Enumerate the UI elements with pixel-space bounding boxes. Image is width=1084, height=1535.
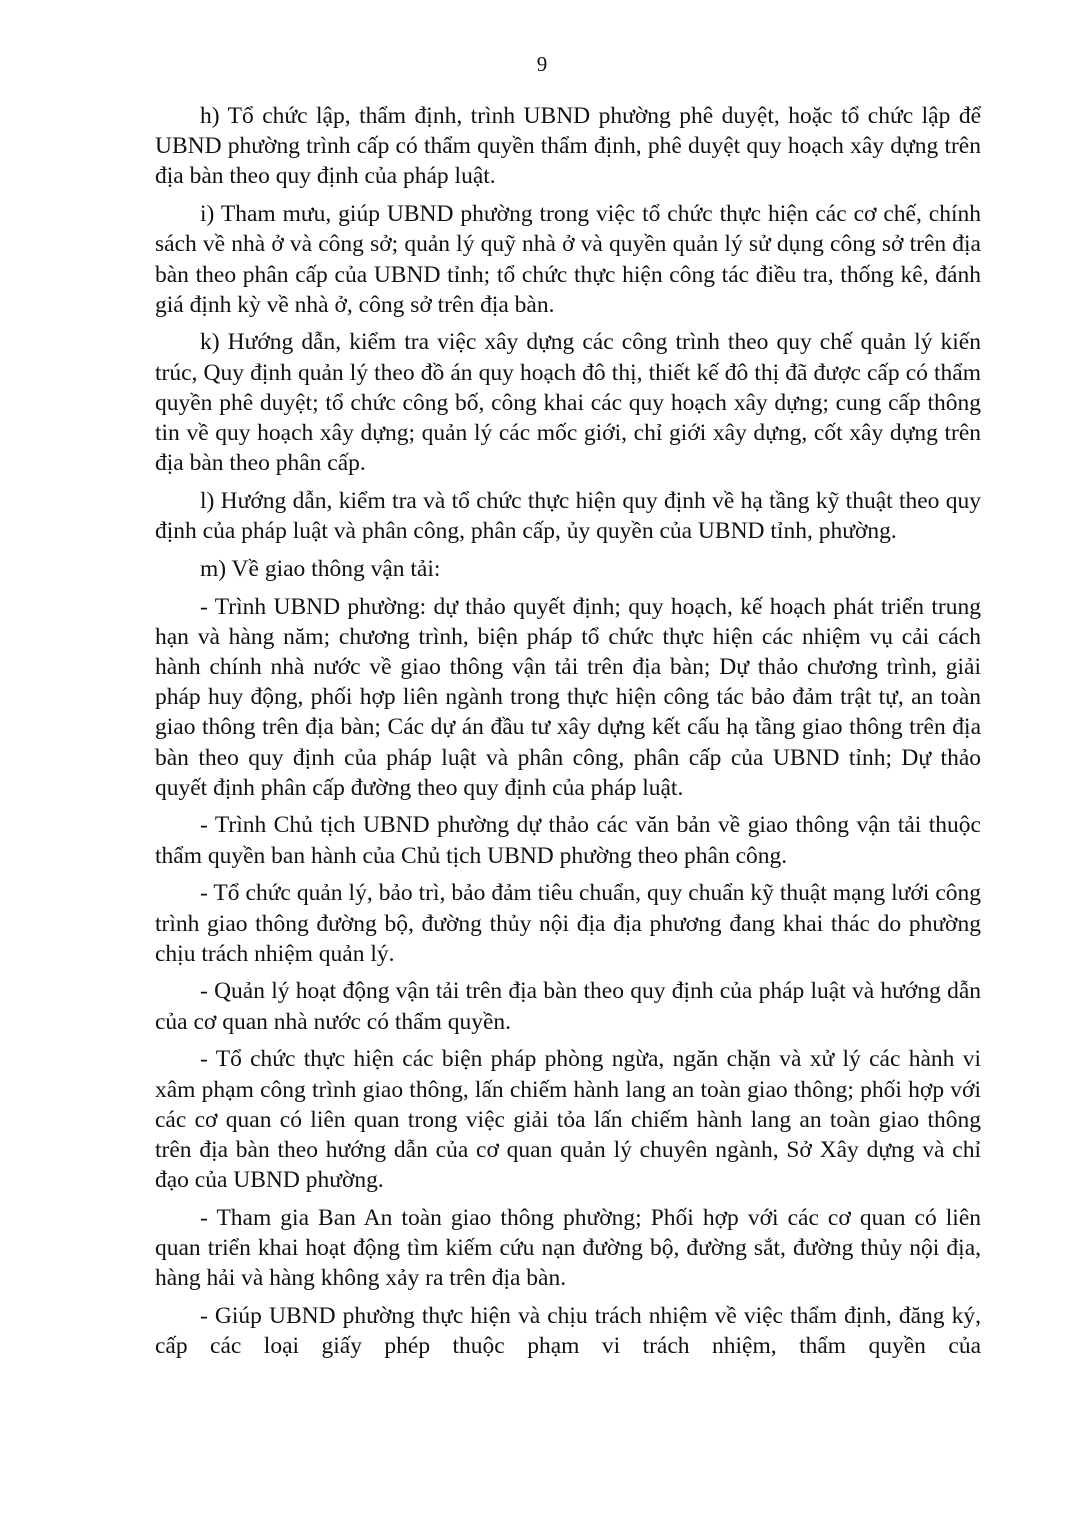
paragraph-i: i) Tham mưu, giúp UBND phường trong việc tổ chức thực hiện các cơ chế, chính sách về nhà ở và công sở; quản lý quỹ nhà ở và quyền quản lý sử dụng công sở trên địa bàn theo phân cấp của UBND tỉnh; tổ chức thực hiện công tác điều tra, thống kê, đánh giá định kỳ về nhà ở, công sở trên địa bàn. — [155, 201, 981, 318]
document-body — [155, 101, 981, 1369]
paragraph-h: h) Tổ chức lập, thẩm định, trình UBND phường phê duyệt, hoặc tổ chức lập để UBND phường trình cấp có thẩm quyền thẩm định, phê duyệt quy hoạch xây dựng trên địa bàn theo quy định của pháp luật. — [155, 103, 981, 190]
paragraph-m-item-3: - Tổ chức quản lý, bảo trì, bảo đảm tiêu chuẩn, quy chuẩn kỹ thuật mạng lưới công trình giao thông đường bộ, đường thủy nội địa địa phương đang khai thác do phường chịu trách nhiệm quản lý. — [155, 880, 981, 967]
paragraph-m-item-6: - Tham gia Ban An toàn giao thông phường; Phối hợp với các cơ quan có liên quan triển khai hoạt động tìm kiếm cứu nạn đường bộ, đường sắt, đường thủy nội địa, hàng hải và hàng không xảy ra trên địa bàn. — [155, 1204, 981, 1292]
paragraph-m-heading: m) Về giao thông vận tải: — [200, 555, 441, 582]
paragraph-m-item-7: - Giúp UBND phường thực hiện và chịu trách nhiệm về việc thẩm định, đăng ký, cấp các loại giấy phép thuộc phạm vi trách nhiệm, thẩm quyền của — [155, 1303, 981, 1360]
paragraph-m-item-2: - Trình Chủ tịch UBND phường dự thảo các văn bản về giao thông vận tải thuộc thẩm quyền ban hành của Chủ tịch UBND phường theo phân công. — [155, 812, 981, 869]
paragraph-m-item-4: - Quản lý hoạt động vận tải trên địa bàn theo quy định của pháp luật và hướng dẫn của cơ quan nhà nước có thẩm quyền. — [155, 978, 981, 1035]
paragraph-l: l) Hướng dẫn, kiểm tra và tổ chức thực hiện quy định về hạ tầng kỹ thuật theo quy định của pháp luật và phân công, phân cấp, ủy quyền của UBND tỉnh, phường. — [155, 487, 981, 545]
paragraph-m-item-1: - Trình UBND phường: dự thảo quyết định; quy hoạch, kế hoạch phát triển trung hạn và hàng năm; chương trình, biện pháp tổ chức thực hiện các nhiệm vụ cải cách hành chính nhà nước về giao thông vận tải trên địa bàn; Dự thảo chương trình, giải pháp huy động, phối hợp liên ngành trong thực hiện công tác bảo đảm trật tự, an toàn giao thông trên địa bàn; Các dự án đầu tư xây dựng kết cấu hạ tầng giao thông trên địa bàn theo quy định của pháp luật và phân công, phân cấp của UBND tỉnh; Dự thảo quyết định phân cấp đường theo quy định của pháp luật. — [155, 593, 981, 801]
paragraph-m-item-5: - Tổ chức thực hiện các biện pháp phòng ngừa, ngăn chặn và xử lý các hành vi xâm phạm công trình giao thông, lấn chiếm hành lang an toàn giao thông; phối hợp với các cơ quan có liên quan trong việc giải tỏa lấn chiếm hành lang an toàn giao thông trên địa bàn theo hướng dẫn của cơ quan quản lý chuyên ngành, Sở Xây dựng và chỉ đạo của UBND phường. — [155, 1046, 981, 1194]
page-number: 9 — [536, 52, 548, 76]
paragraph-k: k) Hướng dẫn, kiểm tra việc xây dựng các công trình theo quy chế quản lý kiến trúc, Quy định quản lý theo đồ án quy hoạch đô thị, thiết kế đô thị đã được cấp có thẩm quyền phê duyệt; tổ chức công bố, công khai các quy hoạch xây dựng; cung cấp thông tin về quy hoạch xây dựng; quản lý các mốc giới, chỉ giới xây dựng, cốt xây dựng trên địa bàn theo phân cấp. — [155, 329, 981, 477]
